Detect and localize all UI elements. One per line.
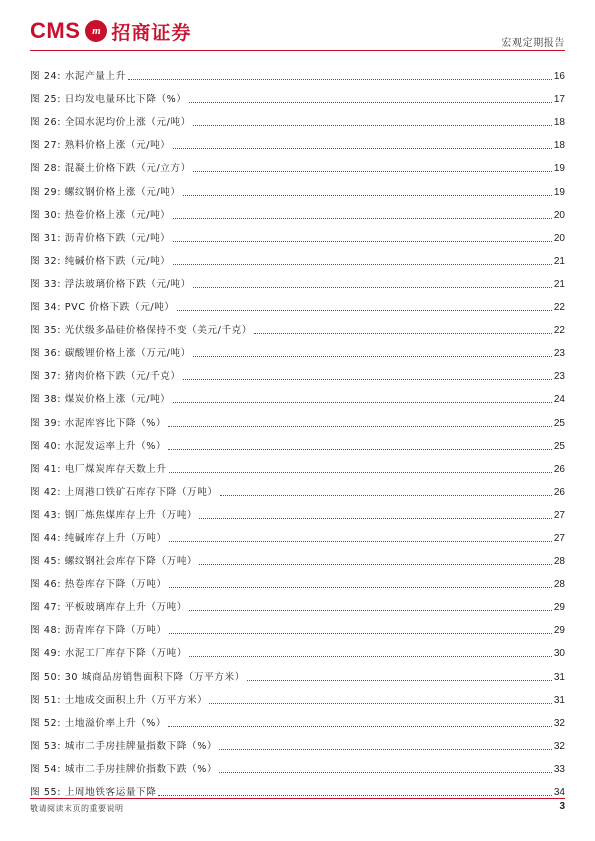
toc-dot-leader (183, 379, 552, 380)
toc-entry[interactable] (30, 568, 565, 591)
toc-entry[interactable] (30, 291, 565, 314)
toc-entry-page: 32 (553, 717, 565, 729)
toc-dot-leader (220, 495, 552, 496)
toc-entry-label: 图 53: 城市二手房挂牌量指数下降（%） (30, 740, 218, 752)
toc-dot-leader (169, 587, 552, 588)
report-type: 宏观定期报告 (501, 38, 565, 49)
toc-entry-page: 25 (553, 440, 565, 452)
toc-dot-leader (199, 518, 552, 519)
toc-entry-page: 32 (553, 740, 565, 752)
toc-dot-leader (173, 402, 552, 403)
toc-entry-label: 图 44: 纯碱库存上升（万吨） (30, 532, 167, 544)
toc-entry-page: 33 (553, 763, 565, 775)
toc-dot-leader (173, 241, 552, 242)
toc-entry-page: 26 (553, 486, 565, 498)
toc-dot-leader (193, 125, 552, 126)
toc-entry[interactable] (30, 383, 565, 406)
toc-entry-page: 21 (553, 278, 565, 290)
toc-entry-page: 24 (553, 394, 565, 406)
toc-dot-leader (247, 680, 552, 681)
toc-entry-label: 图 27: 熟料价格上涨（元/吨） (30, 140, 171, 152)
toc-entry-page: 17 (553, 94, 565, 106)
toc-entry[interactable] (30, 175, 565, 198)
toc-entry-page: 21 (553, 255, 565, 267)
toc-entry-page: 27 (553, 532, 565, 544)
toc-entry-page: 30 (553, 648, 565, 660)
toc-entry[interactable] (30, 776, 565, 799)
toc-entry-label: 图 33: 浮法玻璃价格下跌（元/吨） (30, 278, 191, 290)
toc-entry-label: 图 32: 纯碱价格下跌（元/吨） (30, 255, 171, 267)
toc-entry-page: 20 (553, 232, 565, 244)
toc-entry[interactable] (30, 430, 565, 453)
toc-entry[interactable] (30, 245, 565, 268)
toc-dot-leader (169, 472, 552, 473)
toc-dot-leader (193, 171, 552, 172)
toc-entry-page: 19 (553, 163, 565, 175)
toc-entry[interactable] (30, 453, 565, 476)
toc-entry[interactable] (30, 152, 565, 175)
toc-entry-label: 图 45: 螺纹钢社会库存下降（万吨） (30, 556, 198, 568)
header-divider (30, 50, 565, 51)
toc-dot-leader (189, 656, 552, 657)
footer-disclaimer-note: 敬请阅读末页的重要说明 (30, 804, 124, 813)
toc-entry[interactable] (30, 499, 565, 522)
toc-entry[interactable] (30, 591, 565, 614)
toc-entry-label: 图 48: 沥青库存下降（万吨） (30, 625, 167, 637)
toc-dot-leader (189, 610, 552, 611)
toc-dot-leader (169, 633, 552, 634)
toc-dot-leader (173, 148, 552, 149)
toc-entry-label: 图 31: 沥青价格下跌（元/吨） (30, 232, 171, 244)
toc-entry-page: 19 (553, 186, 565, 198)
toc-dot-leader (173, 218, 552, 219)
toc-entry-page: 28 (553, 579, 565, 591)
toc-dot-leader (177, 310, 552, 311)
toc-entry-page: 31 (553, 671, 565, 683)
toc-entry-label: 图 41: 电厂煤炭库存天数上升 (30, 463, 167, 475)
toc-entry-label: 图 29: 螺纹钢价格上涨（元/吨） (30, 186, 181, 198)
toc-entry[interactable] (30, 522, 565, 545)
toc-dot-leader (168, 449, 552, 450)
toc-dot-leader (169, 541, 552, 542)
toc-entry-page: 20 (553, 209, 565, 221)
toc-entry[interactable] (30, 406, 565, 429)
footer-divider (30, 798, 565, 799)
toc-entry-label: 图 37: 猪肉价格下跌（元/千克） (30, 371, 181, 383)
toc-entry[interactable] (30, 199, 565, 222)
toc-entry[interactable] (30, 83, 565, 106)
toc-entry-label: 图 36: 碳酸锂价格上涨（万元/吨） (30, 348, 191, 360)
toc-entry-page: 27 (553, 509, 565, 521)
toc-entry-label: 图 25: 日均发电量环比下降（%） (30, 94, 187, 106)
toc-entry-label: 图 55: 上周地铁客运量下降 (30, 787, 157, 798)
toc-dot-leader (209, 703, 551, 704)
toc-entry-page: 26 (553, 463, 565, 475)
toc-entry-label: 图 42: 上周港口铁矿石库存下降（万吨） (30, 486, 218, 498)
toc-dot-leader (193, 287, 552, 288)
page-number: 3 (559, 801, 565, 812)
toc-entry[interactable] (30, 637, 565, 660)
toc-entry-label: 图 38: 煤炭价格上涨（元/吨） (30, 394, 171, 406)
toc-entry-label: 图 24: 水泥产量上升 (30, 71, 126, 83)
toc-entry-page: 23 (553, 348, 565, 360)
toc-entry[interactable] (30, 753, 565, 776)
toc-entry-page: 25 (553, 417, 565, 429)
logo-seal-icon: m (85, 20, 107, 42)
toc-entry-label: 图 54: 城市二手房挂牌价指数下跌（%） (30, 763, 218, 775)
cms-logo (30, 18, 191, 44)
toc-entry-label: 图 28: 混凝土价格下跌（元/立方） (30, 163, 191, 175)
toc-dot-leader (219, 772, 552, 773)
toc-entry-page: 34 (553, 787, 565, 798)
toc-entry-label: 图 26: 全国水泥均价上涨（元/吨） (30, 117, 191, 129)
logo-text: CMS (30, 18, 81, 43)
toc-entry-page: 23 (553, 371, 565, 383)
toc-entry-page: 28 (553, 556, 565, 568)
toc-entry[interactable] (30, 268, 565, 291)
toc-entry-page: 22 (553, 325, 565, 337)
toc-entry[interactable] (30, 545, 565, 568)
toc-dot-leader (199, 564, 552, 565)
toc-entry[interactable] (30, 314, 565, 337)
toc-entry[interactable] (30, 222, 565, 245)
toc-entry[interactable] (30, 730, 565, 753)
toc-entry-label: 图 40: 水泥发运率上升（%） (30, 440, 167, 452)
toc-entry-page: 31 (553, 694, 565, 706)
toc-entry[interactable] (30, 337, 565, 360)
toc-entry-label: 图 50: 30 城商品房销售面积下降（万平方米） (30, 671, 245, 683)
toc-entry-page: 29 (553, 602, 565, 614)
toc-dot-leader (183, 195, 552, 196)
toc-entry-label: 图 51: 土地成交面积上升（万平方米） (30, 694, 208, 706)
toc-entry[interactable] (30, 707, 565, 730)
figure-toc-list (30, 60, 565, 799)
toc-entry[interactable] (30, 106, 565, 129)
toc-entry[interactable] (30, 684, 565, 707)
toc-entry-page: 29 (553, 625, 565, 637)
toc-entry-label: 图 43: 钢厂炼焦煤库存上升（万吨） (30, 509, 198, 521)
toc-entry-label: 图 47: 平板玻璃库存上升（万吨） (30, 602, 188, 614)
toc-dot-leader (189, 102, 552, 103)
toc-entry-label: 图 34: PVC 价格下跌（元/吨） (30, 302, 175, 314)
toc-entry[interactable] (30, 476, 565, 499)
toc-entry[interactable] (30, 614, 565, 637)
toc-entry-label: 图 52: 土地溢价率上升（%） (30, 717, 167, 729)
toc-entry-page: 18 (553, 140, 565, 152)
toc-entry-label: 图 35: 光伏级多晶硅价格保持不变（美元/千克） (30, 325, 253, 337)
toc-entry-label: 图 46: 热卷库存下降（万吨） (30, 579, 167, 591)
toc-entry-label: 图 30: 热卷价格上涨（元/吨） (30, 209, 171, 221)
toc-entry-label: 图 49: 水泥工厂库存下降（万吨） (30, 648, 188, 660)
toc-dot-leader (254, 333, 552, 334)
toc-entry-label: 图 39: 水泥库容比下降（%） (30, 417, 167, 429)
toc-dot-leader (128, 79, 552, 80)
toc-dot-leader (193, 356, 552, 357)
page-header (30, 14, 565, 50)
toc-entry-page: 22 (553, 302, 565, 314)
toc-entry-page: 18 (553, 117, 565, 129)
toc-entry[interactable] (30, 129, 565, 152)
toc-entry[interactable] (30, 360, 565, 383)
toc-entry[interactable] (30, 660, 565, 683)
toc-dot-leader (168, 426, 552, 427)
toc-dot-leader (158, 795, 551, 796)
toc-entry[interactable] (30, 60, 565, 83)
logo-chinese-text: 招商证券 (111, 21, 192, 44)
toc-dot-leader (219, 749, 552, 750)
toc-dot-leader (168, 726, 552, 727)
toc-entry-page: 16 (553, 71, 565, 83)
toc-dot-leader (173, 264, 552, 265)
